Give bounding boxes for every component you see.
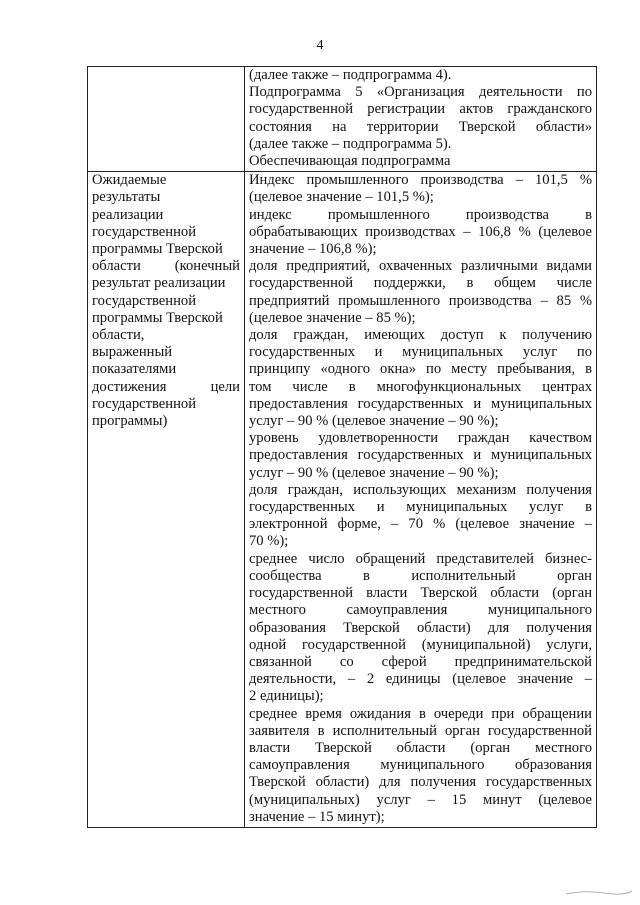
- text-line: среднее время ожидания в очереди при обращении: [249, 705, 592, 722]
- label-line: программы Тверской: [92, 309, 223, 326]
- label-line: области (конечный: [92, 258, 240, 275]
- page-number: 4: [316, 38, 324, 53]
- text-line: одной государственной (муниципальной) услуги,: [249, 636, 592, 653]
- table-row: [88, 172, 597, 828]
- text-line: доля предприятий, охваченных различными видами: [249, 258, 592, 275]
- text-line: услуг – 90 % (целевое значение – 90 %);: [249, 464, 499, 481]
- text-line: предоставления государственных и муниципальных: [249, 447, 592, 464]
- text-line: значение – 15 минут);: [249, 808, 385, 825]
- text-line: (муниципальных) услуг – 15 минут (целевое: [249, 791, 592, 808]
- label-line: государственной: [92, 292, 197, 309]
- text-line: (целевое значение – 85 %);: [249, 309, 416, 326]
- text-line: предприятий промышленного производства – 85 %: [249, 292, 592, 309]
- text-line: Подпрограмма 5 «Организация деятельности по: [249, 84, 592, 101]
- text-line: том числе в многофункциональных центрах: [249, 378, 592, 395]
- text-line: Обеспечивающая подпрограмма: [249, 153, 451, 170]
- text-line: доля граждан, использующих механизм получения: [249, 481, 592, 498]
- text-line: (целевое значение – 101,5 %);: [249, 189, 434, 206]
- expected-results-values: [245, 172, 597, 828]
- text-line: Тверской области) для получения государственных: [249, 774, 592, 791]
- text-line: государственной власти Тверской области (орган: [249, 585, 592, 602]
- program-passport-table: [87, 66, 597, 828]
- text-line: самоуправления муниципального образования: [249, 757, 592, 774]
- label-line: программы): [92, 413, 168, 430]
- label-line: результаты: [92, 189, 161, 206]
- label-line: государственной: [92, 395, 197, 412]
- label-line: результат реализации: [92, 275, 226, 292]
- text-line: принципу «одного окна» по месту пребывания, в: [249, 361, 592, 378]
- text-line: государственных и муниципальных услуг в: [249, 499, 592, 516]
- text-line: Индекс промышленного производства – 101,5 %: [249, 172, 592, 189]
- label-line: показателями: [92, 361, 177, 378]
- text-line: уровень удовлетворенности граждан качеством: [249, 430, 592, 447]
- text-line: местного самоуправления муниципального: [249, 602, 592, 619]
- text-line: заявителя в исполнительный орган государственной: [249, 722, 592, 739]
- text-line: сообщества в исполнительный орган: [249, 567, 592, 584]
- label-line: выраженный: [92, 344, 173, 361]
- text-line: состояния на территории Тверской области»: [249, 118, 592, 135]
- text-line: услуг – 90 % (целевое значение – 90 %);: [249, 413, 499, 430]
- text-line: государственной регистрации актов гражданского: [249, 101, 592, 118]
- text-line: значение – 106,8 %);: [249, 241, 377, 258]
- text-line: власти Тверской области (орган местного: [249, 739, 592, 756]
- label-line: государственной: [92, 223, 197, 240]
- text-line: 2 единицы);: [249, 688, 324, 705]
- text-line: государственной поддержки, в общем числе: [249, 275, 592, 292]
- label-line: программы Тверской: [92, 241, 223, 258]
- text-line: (далее также – подпрограмма 5).: [249, 135, 452, 152]
- text-line: электронной форме, – 70 % (целевое значение –: [249, 516, 592, 533]
- text-line: 70 %);: [249, 533, 289, 550]
- label-line: реализации: [92, 206, 164, 223]
- table-row: [88, 67, 597, 172]
- expected-results-label: [88, 172, 245, 828]
- text-line: (далее также – подпрограмма 4).: [249, 67, 452, 83]
- text-line: среднее число обращений представителей бизнес-: [249, 550, 592, 567]
- text-line: образования Тверской области) для получения: [249, 619, 592, 636]
- label-line: Ожидаемые: [92, 172, 167, 189]
- text-line: обрабатывающих производствах – 106,8 % (целевое: [249, 223, 592, 240]
- row1-right-cell: [245, 67, 597, 172]
- row1-left-cell: [88, 67, 245, 172]
- label-line: области,: [92, 327, 145, 344]
- text-line: связанной со сферой предпринимательской: [249, 653, 592, 670]
- text-line: деятельности, – 2 единицы (целевое значение –: [249, 671, 592, 688]
- text-line: доля граждан, имеющих доступ к получению: [249, 327, 592, 344]
- text-line: индекс промышленного производства в: [249, 206, 592, 223]
- text-line: предоставления государственных и муниципальных: [249, 395, 592, 412]
- scan-artifact-mark: [564, 887, 634, 897]
- text-line: государственных и муниципальных услуг по: [249, 344, 592, 361]
- label-line: достижения цели: [92, 378, 240, 395]
